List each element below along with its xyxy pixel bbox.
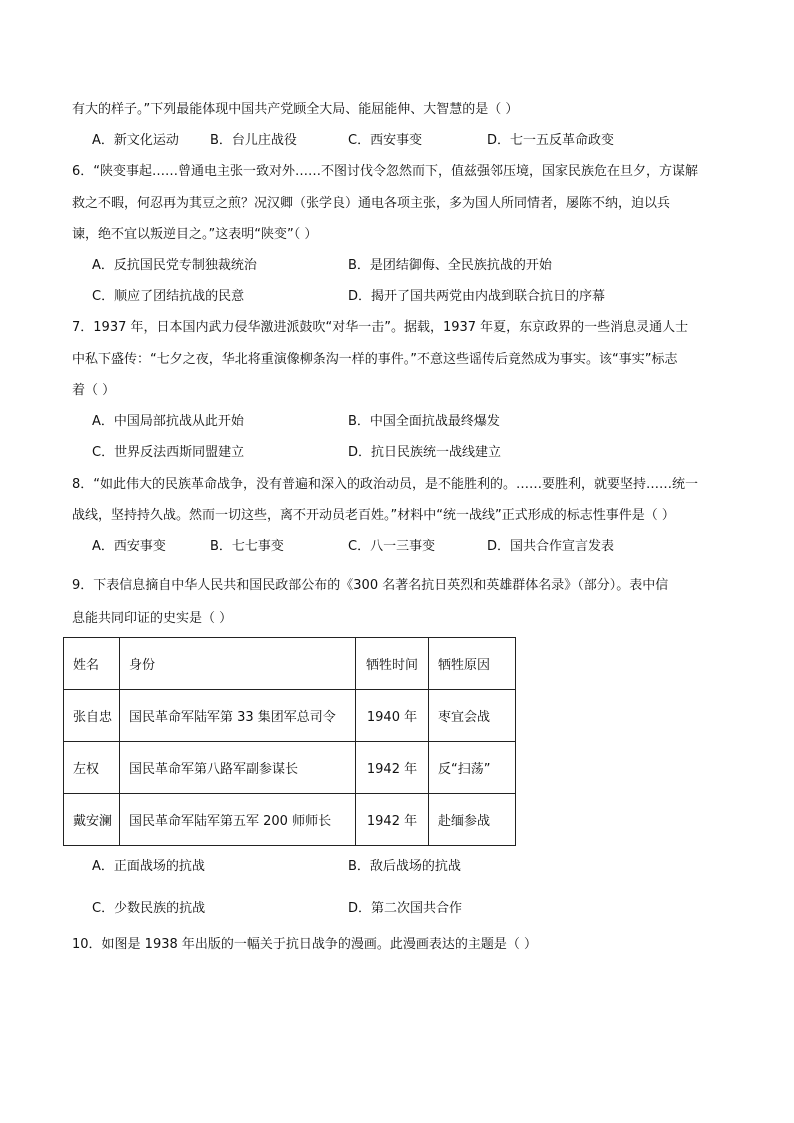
table-cell-name: 左权 [64,742,120,794]
q7-stem-line-2: 中私下盛传：“七夕之夜，华北将重演像柳条沟一样的事件。”不意这些谣传后竟然成为事实。该“事实”标志 [72,352,678,367]
q6-stem-line-3: 谏，绝不宜以叛逆目之。”这表明“陕变”（ ） [72,227,318,242]
q7-stem-line-3: 着（ ） [72,383,116,398]
q8-option-c[interactable]: C．八一三事变 [348,539,436,554]
table-cell-time: 1942 年 [356,794,429,846]
q5-option-b[interactable]: B．台儿庄战役 [210,133,297,148]
table-cell-time: 1940 年 [356,690,429,742]
q9-option-a[interactable]: A．正面战场的抗战 [92,859,205,874]
q9-option-d[interactable]: D．第二次国共合作 [348,901,463,916]
table-cell-reason: 反“扫荡” [429,742,516,794]
table-header-row [64,638,516,690]
q8-option-a[interactable]: A．西安事变 [92,539,166,554]
q6-option-a[interactable]: A．反抗国民党专制独裁统治 [92,258,257,273]
q7-option-a[interactable]: A．中国局部抗战从此开始 [92,414,244,429]
table-header-cell: 牺牲时间 [356,638,429,690]
q7-option-b[interactable]: B．中国全面抗战最终爆发 [348,414,500,429]
q8-option-b[interactable]: B．七七事变 [210,539,284,554]
table-row [64,794,516,846]
q9-stem-line-2: 息能共同印证的史实是（ ） [72,611,233,626]
q9-option-c[interactable]: C．少数民族的抗战 [92,901,206,916]
q5-option-a[interactable]: A．新文化运动 [92,133,179,148]
q8-stem-line-2: 战线，坚持持久战。然而一切这些，离不开动员老百姓。”材料中“统一战线”正式形成的标志性事件是（ ） [72,508,675,523]
q8-option-d[interactable]: D．国共合作宣言发表 [487,539,615,554]
q7-option-c[interactable]: C．世界反法西斯同盟建立 [92,445,245,460]
q9-stem-line-1: 9．下表信息摘自中华人民共和国民政部公布的《300 名著名抗日英烈和英雄群体名录》（部分）。表中信 [72,578,669,593]
table-cell-identity: 国民革命军陆军第 33 集团军总司令 [120,690,356,742]
q8-stem-line-1: 8．“如此伟大的民族革命战争，没有普遍和深入的政治动员，是不能胜利的。……要胜利，就要坚持……统一 [72,477,699,492]
table-header-cell: 牺牲原因 [429,638,516,690]
table-row [64,690,516,742]
q6-stem-line-2: 救之不暇，何忍再为萁豆之煎？况汉卿（张学良）通电各项主张，多为国人所同情者，屡陈不纳，迫以兵 [72,196,671,211]
table-header-cell: 姓名 [64,638,120,690]
table-cell-name: 张自忠 [64,690,120,742]
table-cell-name: 戴安澜 [64,794,120,846]
q9-option-b[interactable]: B．敌后战场的抗战 [348,859,461,874]
q5-stem: 有大的样子。”下列最能体现中国共产党顾全大局、能屈能伸、大智慧的是（ ） [72,102,519,117]
q5-option-c[interactable]: C．西安事变 [348,133,423,148]
table-cell-identity: 国民革命军陆军第五军 200 师师长 [120,794,356,846]
martyrs-table [63,637,516,846]
q5-option-d[interactable]: D．七一五反革命政变 [487,133,615,148]
q6-option-b[interactable]: B．是团结御侮、全民族抗战的开始 [348,258,552,273]
table-header-cell: 身份 [120,638,356,690]
q7-stem-line-1: 7．1937 年，日本国内武力侵华激进派鼓吹“对华一击”。据载，1937 年夏，东京政界的一些消息灵通人士 [72,320,689,335]
q6-stem-line-1: 6．“陕变事起……曾通电主张一致对外……不图讨伐令忽然而下，值兹强邻压境，国家民族危在旦夕，方谋解 [72,164,699,179]
q7-option-d[interactable]: D．抗日民族统一战线建立 [348,445,502,460]
table-cell-time: 1942 年 [356,742,429,794]
q6-option-c[interactable]: C．顺应了团结抗战的民意 [92,289,245,304]
q6-option-d[interactable]: D．揭开了国共两党由内战到联合抗日的序幕 [348,289,606,304]
table-cell-reason: 枣宜会战 [429,690,516,742]
table-cell-identity: 国民革命军第八路军副参谋长 [120,742,356,794]
table-cell-reason: 赴缅参战 [429,794,516,846]
q10-stem: 10．如图是 1938 年出版的一幅关于抗日战争的漫画。此漫画表达的主题是（ ） [72,937,538,952]
table-row [64,742,516,794]
